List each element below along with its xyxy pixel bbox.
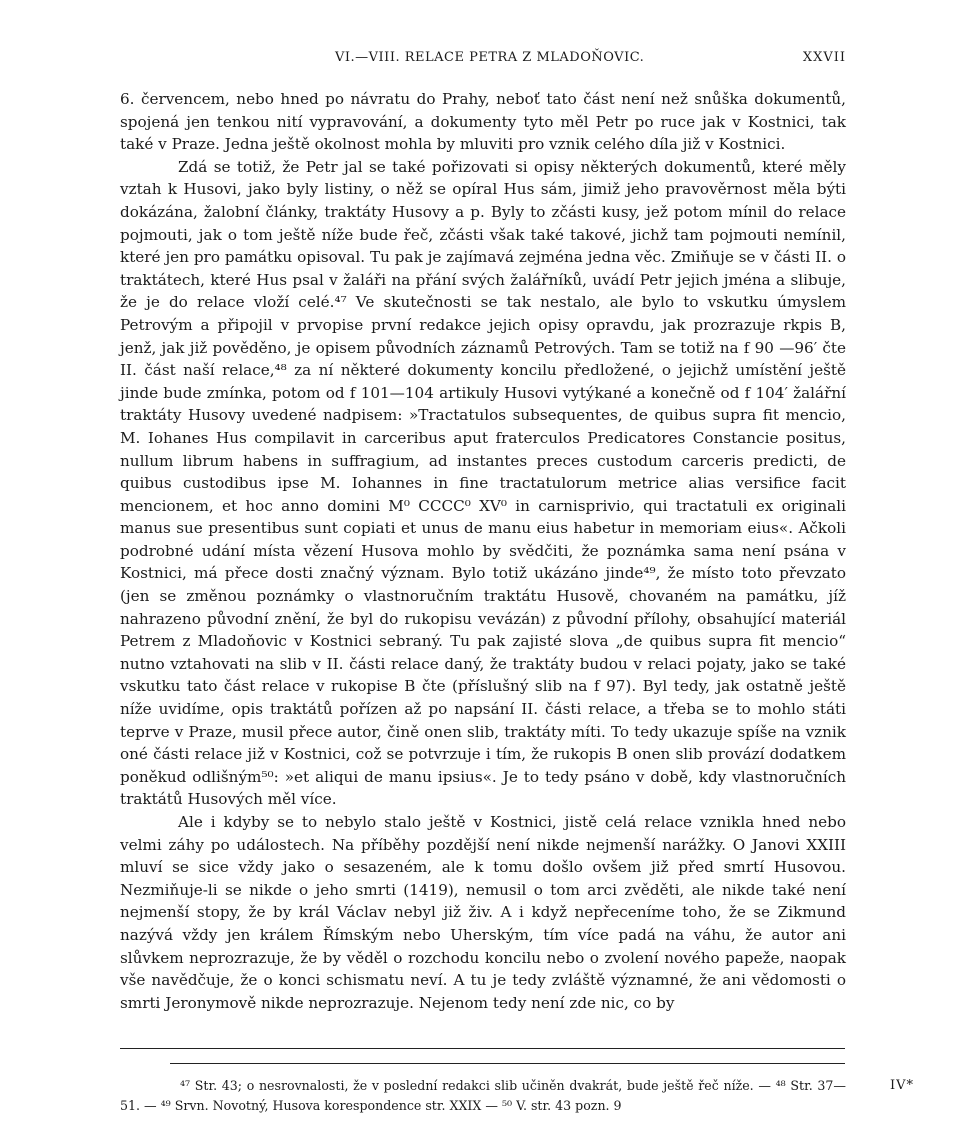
paragraph: Ale i kdyby se to nebylo stalo ještě v Kostnici, jistě celá relace vznikla hned nebo velmi záhy po událostech. Na příběhy pozdější není nikde nejmenší narážky. O Janovi XXIII mluví se sice vždy jako o sesazeném, ale k tomu došlo ovšem již před smrtí Husovou. Nezmiňuje-li se nikde o jeho smrti (1419), nemusil o tom arci zvěděti, ale nikde také není nejmenší stopy, že by král Václav nebyl již živ. A i když nepřeceníme toho, že se Zikmund nazývá vždy jen králem Římským nebo Uherským, tím více padá na váhu, že autor ani slůvkem neprozrazuje, že by věděl o rozchodu koncilu nebo o zvolení nového papeže, naopak vše navědčuje, že o konci schismatu neví. A tu je tedy zvláště významné, že ani vědomosti o smrti Jeronymově nikde neprozrazuje. Nejenom tedy není zde nic, co by: [120, 813, 846, 1012]
signature-mark: IV*: [889, 1078, 914, 1093]
page-number: XXVII: [802, 50, 846, 65]
body-text: [120, 88, 846, 1014]
footnote-divider: [120, 1048, 845, 1049]
footnote: ⁴⁷ Str. 43; o nesrovnalosti, že v poslední redakci slib učiněn dvakrát, bude ještě řeč níže. — ⁴⁸ Str. 37—51. — ⁴⁹ Srvn. Novotný, Husova korespondence str. XXIX — ⁵⁰ V. str. 43 pozn. 9: [120, 1078, 846, 1114]
running-title: VI.—VIII. RELACE PETRA Z MLADOŇOVIC.: [335, 50, 645, 65]
paragraph: Zdá se totiž, že Petr jal se také pořizovati si opisy některých dokumentů, které měly vztah k Husovi, jako byly listiny, o něž se opíral Hus sám, jimiž jeho pravověrnost měla býti dokázána, žalobní články, traktáty Husovy a p. Byly to zčásti kusy, jež potom mínil do relace pojmouti, jak o tom ještě níže bude řeč, zčásti však také takové, jichž tam pojmouti nemínil, které jen pro památku opisoval. Tu pak je zajímavá zejména jedna věc. Zmiňuje se v části II. o traktátech, které Hus psal v žaláři na přání svých žalářníků, uvádí Petr jejich jména a slibuje, že je do relace vloží celé.⁴⁷ Ve skutečnosti se tak nestalo, ale bylo to vskutku úmyslem Petrovým a připojil v prvopise první redakce jejich opisy opravdu, jak prozrazuje rkpis B, jenž, jak již pověděno, je opisem původních záznamů Petrových. Tam se totiž na f 90 —96′ čte II. část naší relace,⁴⁸ za ní některé dokumenty koncilu předložené, o jejichž umístění ještě jinde bude zmínka, potom od f 101—104 artikuly Husovi vytýkané a konečně od f 104′ žalářní traktáty Husovy uvedené nadpisem: »Tractatulos subsequentes, de quibus supra fit mencio, M. Iohanes Hus compilavit in carceribus aput fraterculos Predicatores Constancie positus, nullum librum habens in suffragium, ad instantes preces custodum carceris predicti, de quibus custodibus ipse M. Iohannes in fine tractatulorum metrice alias versifice facit mencionem, et hoc anno domini M⁰ CCCC⁰ XV⁰ in carnisprivio, qui tractatuli ex originali manus sue presentibus sunt copiati et unus de manu eius habetur in memoriam eius«. Ačkoli podrobné udání místa vězení Husova mohlo by svědčiti, že poznámka sama není psána v Kostnici, má přece dosti značný význam. Bylo totiž ukázáno jinde⁴⁹, že místo toto převzato (jen se změnou poznámky o vlastnoručním traktátu Husově, chovaném na památku, jíž nahrazeno původní znění, že byl do rukopisu vevázán) z původní přílohy, obsahující materiál Petrem z Mladoňovic v Kostnici sebraný. Tu pak zajisté slova „de quibus supra fit mencio“ nutno vztahovati na slib v II. části relace daný, že traktáty budou v relaci pojaty, jako se také vskutku tato část relace v rukopise B čte (příslušný slib na f 97). Byl tedy, jak ostatně ještě níže uvidíme, opis traktátů pořízen až po napsání II. části relace, a třeba se to mohlo státi teprve v Praze, musil přece autor, čině onen slib, traktáty míti. To tedy ukazuje spíše na vznik oné části relace již v Kostnici, což se potvrzuje i tím, že rukopis B onen slib provází dodatkem poněkud odlišným⁵⁰: »et aliqui de manu ipsius«. Je to tedy psáno v době, kdy vlastnoručních traktátů Husových měl více.: [120, 157, 846, 809]
footnote-divider: [170, 1063, 845, 1064]
page: [120, 40, 846, 1116]
page-header: [120, 40, 846, 66]
footnotes: [120, 1076, 846, 1116]
paragraph: 6. červencem, nebo hned po návratu do Prahy, neboť tato část není než snůška dokumentů, spojená jen tenkou nití vypravování, a dokumenty tyto měl Petr po ruce jak v Kostnici, tak také v Praze. Jedna ještě okolnost mohla by mluviti pro vznik celého díla již v Kostnici.: [120, 90, 846, 154]
